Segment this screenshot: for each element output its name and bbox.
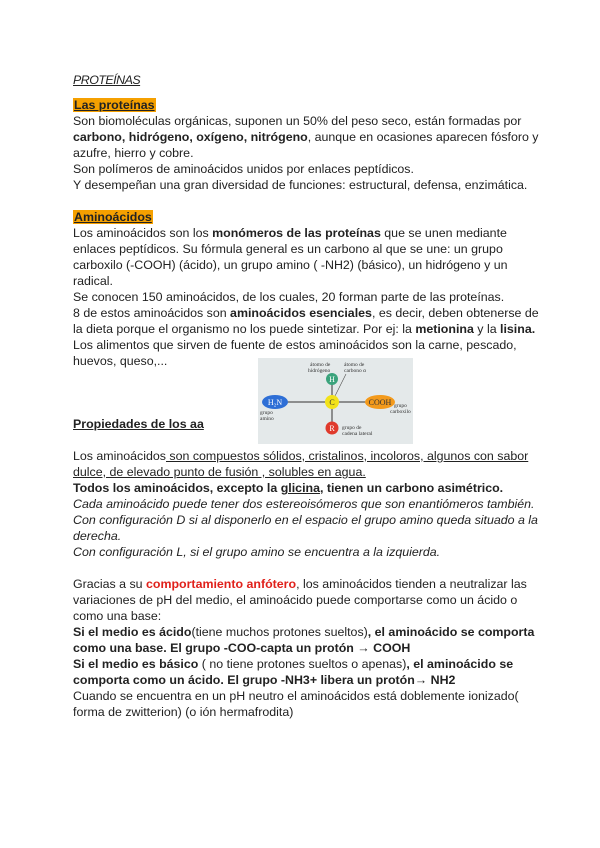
heading-propiedades: Propiedades de los aa [73,417,204,431]
carbon-symbol: C [329,398,335,407]
paragraph-line: radical. [73,274,113,288]
carbon-label: átomo de [344,362,365,368]
paragraph-line: Se conocen 150 aminoácidos, de los cuales, 20 forman parte de las proteínas. [73,290,505,304]
paragraph-line: la dieta porque el organismo no los puede sintetizar. Por ej: la metionina y la lisina. [73,322,536,336]
paragraph-line: Los aminoácidos son compuestos sólidos, cristalinos, incoloros, algunos con sabor [73,449,529,463]
paragraph-line: Y desempeñan una gran diversidad de funciones: estructural, defensa, enzimática. [73,178,528,192]
paragraph-line: enlaces peptídicos. Su fórmula general es un carbono al que se une: un grupo [73,242,503,256]
r-group-label: grupo de [342,425,362,431]
paragraph-line: Los aminoácidos son los monómeros de las proteínas que se unen mediante [73,226,507,240]
carbon-label: carbono α [344,368,366,374]
paragraph-line: forma de zwitterion) (o ión hermafrodita) [73,705,294,719]
amino-label: amino [260,416,274,422]
document-title: PROTEÍNAS [73,73,141,87]
carboxyl-symbol: COOH [368,398,392,407]
paragraph-line: huevos, queso,... [73,354,168,368]
hydrogen-symbol: H [329,375,335,384]
paragraph-line: carbono, hidrógeno, oxígeno, nitrógeno, aunque en ocasiones aparecen fósforo y [73,130,539,144]
carboxyl-label: grupo [394,403,407,409]
paragraph-line: como una base: [73,609,162,623]
paragraph-line: Con configuración L, si el grupo amino se encuentra a la izquierda. [73,545,441,559]
paragraph-line: derecha. [73,529,122,543]
paragraph-line: azufre, hierro y cobre. [73,146,194,160]
r-symbol: R [329,424,335,433]
heading-proteinas: Las proteínas [74,98,155,112]
paragraph-line: carboxilo (-COOH) (ácido), un grupo amino ( -NH2) (básico), un hidrógeno y un [73,258,508,272]
paragraph-line: Si el medio es básico ( no tiene protones sueltos o apenas), el aminoácido se [73,657,514,671]
paragraph-line: Gracias a su comportamiento anfótero, los aminoácidos tienden a neutralizar las [73,577,527,591]
paragraph-line: comporta como un ácido. El grupo -NH3+ libera un protón→ NH2 [73,673,456,687]
paragraph-line: dulce, de elevado punto de fusión , solubles en agua. [73,465,366,479]
r-group-label: cadena lateral [342,431,373,437]
paragraph-line: Cuando se encuentra en un pH neutro el aminoácidos está doblemente ionizado( [73,689,519,703]
amino-symbol: H₂N [267,398,283,407]
paragraph-line: variaciones de pH del medio, el aminoácido puede comportarse como un ácido o [73,593,518,607]
paragraph-line: Los alimentos que sirven de fuente de estos aminoácidos son la carne, pescado, [73,338,517,352]
amino-label: grupo [260,410,273,416]
paragraph-line: como una base. El grupo -COO-capta un protón → COOH [73,641,411,655]
paragraph-line: 8 de estos aminoácidos son aminoácidos esenciales, es decir, deben obtenerse de [73,306,539,320]
heading-aminoacidos: Aminoácidos [74,210,152,224]
paragraph-line: Son polímeros de aminoácidos unidos por enlaces peptídicos. [73,162,414,176]
carboxyl-label: carboxilo [390,409,411,415]
hydrogen-label: hidrógeno [308,368,331,374]
paragraph-line: Todos los aminoácidos, excepto la glicina, tienen un carbono asimétrico. [73,481,504,495]
paragraph-line: Cada aminoácido puede tener dos estereoisómeros que son enantiómeros también. [73,497,535,511]
hydrogen-label: átomo de [310,362,331,368]
paragraph-line: Son biomoléculas orgánicas, suponen un 50% del peso seco, están formadas por [73,114,522,128]
paragraph-line: Si el medio es ácido(tiene muchos protones sueltos), el aminoácido se comporta [73,625,535,639]
amino-acid-structure-diagram [258,358,413,444]
paragraph-line: Con configuración D si al disponerlo en el espacio el grupo amino queda situado a la [73,513,538,527]
